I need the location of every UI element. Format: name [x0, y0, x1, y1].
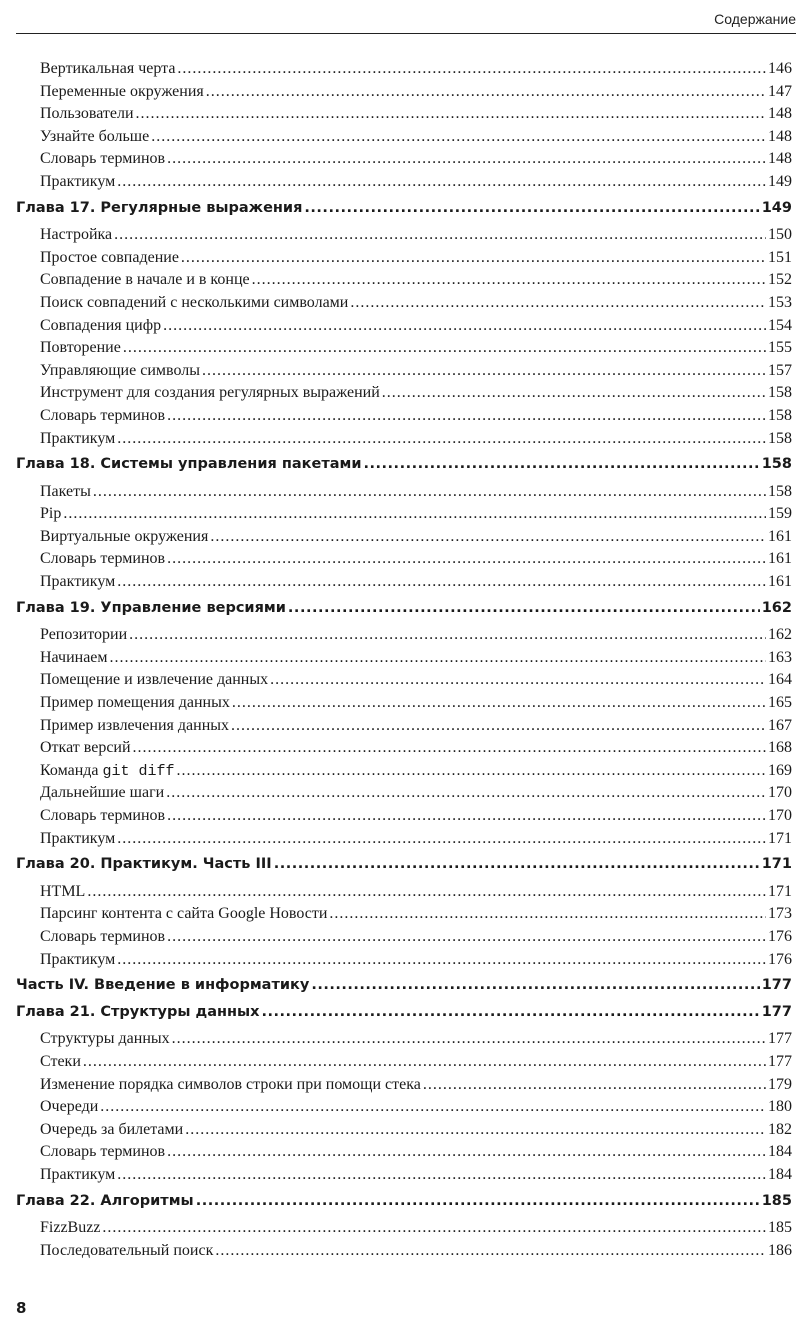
toc-entry-title-text: Pip: [40, 505, 62, 523]
toc-entry: [16, 1219, 792, 1242]
toc-entry: [16, 60, 792, 83]
toc-entry-page: 173: [768, 905, 792, 923]
dot-leader: [87, 883, 766, 901]
toc-entry-title: [40, 317, 161, 335]
toc-entry-title: [16, 600, 286, 616]
toc-entry-page: 153: [768, 293, 792, 311]
toc-entry-title: [16, 456, 362, 472]
toc-entry-page: 161: [768, 573, 792, 591]
toc-entry-title: [40, 271, 250, 289]
toc-entry-title-text: Структуры данных: [40, 1030, 170, 1048]
toc-entry-page: 148: [768, 150, 792, 168]
dot-leader: [177, 762, 766, 780]
dot-leader: [167, 407, 766, 425]
toc-entry-title: [40, 1076, 421, 1094]
toc-entry: [16, 173, 792, 196]
toc-entry-page: 171: [761, 856, 792, 873]
toc-entry: [16, 128, 792, 151]
toc-entry-page: 159: [768, 505, 792, 523]
toc-entry: [16, 573, 792, 596]
toc-entry-title: [40, 717, 229, 735]
toc-entry-title: [40, 1030, 170, 1048]
toc-chapter-entry: [16, 856, 792, 879]
toc-entry-page: 161: [768, 550, 792, 568]
toc-entry-page: 158: [768, 429, 792, 447]
toc-entry-page: 186: [768, 1241, 792, 1259]
toc-entry: [16, 951, 792, 974]
dot-leader: [270, 671, 766, 689]
toc-chapter-entry: [16, 977, 792, 1000]
toc-entry-title-text: Начинаем: [40, 648, 108, 666]
toc-chapter-entry: [16, 200, 792, 223]
toc-entry: [16, 430, 792, 453]
toc-entry-title: [40, 883, 85, 901]
toc-entry-page: 162: [768, 626, 792, 644]
toc-entry-title: [40, 528, 208, 546]
toc-entry-title-text: FizzBuzz: [40, 1219, 101, 1237]
dot-leader: [129, 626, 766, 644]
toc-entry-title: [40, 1121, 183, 1139]
dot-leader: [304, 200, 759, 216]
toc-entry: [16, 717, 792, 740]
toc-entry-title-text: Откат версий: [40, 739, 131, 757]
toc-entry-code: git diff: [102, 762, 175, 780]
toc-entry-title-text: Помещение и извлечение данных: [40, 671, 269, 689]
toc-entry-title-text: Инструмент для создания регулярных выражений: [40, 384, 380, 402]
toc-entry-title: [16, 200, 302, 216]
toc-entry: [16, 249, 792, 272]
toc-entry-title-text: Практикум: [40, 573, 116, 591]
dot-leader: [177, 60, 766, 78]
dot-leader: [196, 1193, 760, 1209]
toc-entry-page: 158: [768, 406, 792, 424]
dot-leader: [185, 1121, 766, 1139]
toc-entry-page: 152: [768, 271, 792, 289]
toc-entry-title-text: Часть IV. Введение в информатику: [16, 977, 310, 994]
toc-entry-page: 163: [768, 648, 792, 666]
toc-entry: [16, 1076, 792, 1099]
toc-entry-title: [16, 856, 272, 872]
toc-entry-title-text: Узнайте больше: [40, 127, 150, 145]
toc-entry: [16, 483, 792, 506]
toc-entry-title-text: HTML: [40, 882, 86, 900]
toc-entry-title-text: Практикум: [40, 1165, 116, 1183]
toc-entry-title-text: Парсинг контента с сайта Google Новости: [40, 905, 328, 923]
toc-entry-title-text: Виртуальные окружения: [40, 527, 209, 545]
toc-entry-page: 158: [768, 384, 792, 402]
toc-entry-title-text: Очередь за билетами: [40, 1120, 184, 1138]
toc-entry-page: 176: [768, 927, 792, 945]
toc-entry-page: 168: [768, 739, 792, 757]
toc-entry-title-text: Переменные окружения: [40, 82, 204, 100]
toc-entry-title-text: Дальнейшие шаги: [40, 784, 165, 802]
toc-entry: [16, 671, 792, 694]
toc-entry-title-text: Практикум: [40, 829, 116, 847]
running-header: Содержание: [714, 11, 796, 27]
toc-entry-page: 151: [768, 248, 792, 266]
toc-entry-title-text: Репозитории: [40, 626, 128, 644]
toc-entry-title-text: Стеки: [40, 1052, 81, 1070]
toc-entry-title-text: Управляющие символы: [40, 361, 200, 379]
toc-entry-title: [40, 83, 204, 101]
toc-entry-title: [40, 784, 164, 802]
toc-entry: [16, 1053, 792, 1076]
toc-entry-title-text: Словарь терминов: [40, 1143, 166, 1161]
toc-entry: [16, 649, 792, 672]
toc-entry: [16, 1242, 792, 1265]
toc-entry: [16, 407, 792, 430]
toc-entry: [16, 362, 792, 385]
toc-entry-title: [40, 173, 115, 191]
toc-chapter-entry: [16, 1193, 792, 1216]
dot-leader: [329, 905, 766, 923]
toc-entry-page: 147: [768, 82, 792, 100]
dot-leader: [114, 226, 766, 244]
toc-entry: [16, 384, 792, 407]
toc-entry-title: [16, 1004, 260, 1020]
toc-entry-title: [40, 483, 91, 501]
toc-entry: [16, 739, 792, 762]
dot-leader: [181, 249, 766, 267]
toc-entry-title-text: Практикум: [40, 950, 116, 968]
dot-leader: [83, 1053, 766, 1071]
toc-entry-title-text: Совпадение в начале и в конце: [40, 271, 250, 289]
toc-entry-title-text: Пользователи: [40, 105, 134, 123]
toc-entry: [16, 830, 792, 853]
toc-entry-title-text: Практикум: [40, 429, 116, 447]
toc-entry-page: 180: [768, 1098, 792, 1116]
toc-entry-title: [40, 694, 230, 712]
toc-entry-page: 158: [761, 456, 792, 473]
dot-leader: [93, 483, 766, 501]
toc-entry: [16, 317, 792, 340]
toc-entry-title: [40, 384, 380, 402]
toc-entry-page: 157: [768, 361, 792, 379]
dot-leader: [102, 1219, 766, 1237]
toc-entry-title-text: Глава 21. Структуры данных: [16, 1003, 260, 1020]
dot-leader: [274, 856, 760, 872]
table-of-contents: [16, 60, 792, 1264]
toc-entry-page: 148: [768, 105, 792, 123]
toc-entry-title: [40, 362, 200, 380]
dot-leader: [167, 928, 766, 946]
toc-entry-title: [40, 739, 131, 757]
toc-entry-title: [40, 905, 327, 923]
toc-entry-title-text: Поиск совпадений с несколькими символами: [40, 293, 349, 311]
toc-entry-title: [40, 762, 175, 780]
toc-chapter-entry: [16, 1004, 792, 1027]
toc-entry-title-text: Очереди: [40, 1098, 99, 1116]
dot-leader: [172, 1030, 766, 1048]
toc-entry-title-text: Пакеты: [40, 482, 91, 500]
dot-leader: [232, 694, 766, 712]
toc-entry-title-text: Пример помещения данных: [40, 694, 230, 712]
toc-entry-title: [40, 1166, 115, 1184]
toc-entry-title-text: Последовательный поиск: [40, 1241, 214, 1259]
toc-entry-title: [40, 294, 348, 312]
dot-leader: [117, 951, 766, 969]
dot-leader: [117, 1166, 766, 1184]
dot-leader: [210, 528, 766, 546]
toc-entry-page: 177: [768, 1052, 792, 1070]
toc-entry: [16, 105, 792, 128]
toc-entry: [16, 150, 792, 173]
dot-leader: [117, 173, 766, 191]
toc-entry-page: 170: [768, 807, 792, 824]
toc-entry-title-text: Глава 17. Регулярные выражения: [16, 199, 303, 216]
toc-entry-title: [16, 1193, 194, 1209]
toc-entry: [16, 762, 792, 785]
dot-leader: [252, 271, 766, 289]
toc-entry: [16, 784, 792, 807]
toc-entry: [16, 528, 792, 551]
toc-entry-title: [40, 951, 115, 969]
toc-entry: [16, 505, 792, 528]
dot-leader: [262, 1004, 760, 1020]
toc-entry-title-text: Глава 22. Алгоритмы: [16, 1192, 194, 1209]
dot-leader: [288, 600, 760, 616]
dot-leader: [123, 339, 766, 357]
dot-leader: [350, 294, 766, 312]
toc-entry-title: [40, 1219, 100, 1237]
dot-leader: [100, 1098, 766, 1116]
toc-entry-title: [16, 977, 309, 993]
dot-leader: [117, 430, 766, 448]
page-number: 8: [16, 1299, 27, 1317]
toc-entry-page: 164: [768, 671, 792, 689]
toc-entry: [16, 294, 792, 317]
toc-entry-title-text: Словарь терминов: [40, 150, 166, 168]
toc-entry-title: [40, 550, 165, 568]
toc-entry: [16, 1143, 792, 1166]
dot-leader: [364, 456, 760, 472]
toc-entry: [16, 271, 792, 294]
toc-entry-page: 161: [768, 527, 792, 545]
toc-entry-title-text: Команда: [40, 761, 99, 779]
toc-entry-title-text: Пример извлечения данных: [40, 716, 230, 734]
toc-entry-page: 146: [768, 60, 792, 77]
toc-entry-title: [40, 830, 115, 848]
toc-entry-page: 182: [768, 1120, 792, 1138]
toc-entry: [16, 694, 792, 717]
toc-entry-title-text: Совпадения цифр: [40, 316, 162, 334]
toc-entry-title: [40, 1098, 98, 1116]
toc-entry-title: [40, 60, 175, 78]
toc-entry-page: 171: [768, 829, 792, 847]
dot-leader: [117, 830, 766, 848]
dot-leader: [215, 1242, 766, 1260]
toc-entry-title: [40, 105, 134, 123]
dot-leader: [117, 573, 766, 591]
toc-entry-title: [40, 626, 127, 644]
toc-entry-page: 176: [768, 950, 792, 968]
toc-entry: [16, 226, 792, 249]
toc-entry-page: 177: [768, 1030, 792, 1048]
header-rule: [16, 33, 796, 34]
toc-entry-title: [40, 1143, 165, 1161]
toc-entry-title-text: Словарь терминов: [40, 807, 166, 824]
toc-entry: [16, 550, 792, 573]
toc-entry-title: [40, 128, 149, 146]
toc-entry-page: 167: [768, 716, 792, 734]
toc-entry-page: 150: [768, 226, 792, 244]
toc-entry-title: [40, 649, 108, 667]
dot-leader: [151, 128, 766, 146]
toc-entry-title: [40, 928, 165, 946]
toc-entry-page: 170: [768, 784, 792, 802]
dot-leader: [382, 384, 766, 402]
dot-leader: [133, 739, 766, 757]
toc-entry-page: 184: [768, 1165, 792, 1183]
toc-entry-title-text: Глава 20. Практикум. Часть III: [16, 856, 272, 873]
dot-leader: [231, 717, 766, 735]
toc-entry-page: 155: [768, 339, 792, 357]
toc-entry-page: 162: [761, 599, 792, 616]
toc-entry-title: [40, 1242, 213, 1260]
toc-entry: [16, 883, 792, 906]
toc-entry-title-text: Глава 18. Системы управления пакетами: [16, 456, 362, 473]
dot-leader: [136, 105, 766, 123]
toc-entry: [16, 807, 792, 830]
toc-entry: [16, 905, 792, 928]
toc-entry: [16, 1098, 792, 1121]
toc-entry-title-text: Словарь терминов: [40, 550, 166, 568]
toc-entry-page: 179: [768, 1075, 792, 1093]
toc-entry-title-text: Словарь терминов: [40, 406, 166, 424]
toc-entry-title: [40, 807, 165, 825]
toc-entry-page: 177: [761, 1003, 792, 1020]
dot-leader: [206, 83, 766, 101]
dot-leader: [202, 362, 766, 380]
toc-entry: [16, 1030, 792, 1053]
toc-entry-page: 158: [768, 482, 792, 500]
dot-leader: [163, 317, 766, 335]
toc-entry-title: [40, 505, 61, 523]
toc-entry: [16, 1166, 792, 1189]
dot-leader: [110, 649, 766, 667]
toc-entry: [16, 83, 792, 106]
dot-leader: [423, 1076, 766, 1094]
toc-entry-title-text: Изменение порядка символов строки при помощи стека: [40, 1075, 421, 1093]
dot-leader: [167, 150, 766, 168]
toc-entry: [16, 339, 792, 362]
toc-entry-title-text: Словарь терминов: [40, 927, 166, 945]
toc-entry-title: [40, 249, 179, 267]
toc-entry-title-text: Простое совпадение: [40, 248, 179, 266]
toc-entry-title-text: Настройка: [40, 226, 113, 244]
toc-entry-title: [40, 430, 115, 448]
toc-entry-title-text: Вертикальная черта: [40, 60, 176, 77]
toc-entry-title: [40, 1053, 81, 1071]
toc-entry-title: [40, 573, 115, 591]
dot-leader: [167, 807, 766, 825]
toc-entry-page: 171: [768, 882, 792, 900]
toc-entry-page: 184: [768, 1143, 792, 1161]
toc-entry-title-text: Повторение: [40, 339, 121, 357]
toc-entry-page: 169: [768, 761, 792, 779]
dot-leader: [166, 784, 766, 802]
toc-entry: [16, 626, 792, 649]
toc-entry-title: [40, 226, 112, 244]
toc-entry-title: [40, 407, 165, 425]
toc-entry-title-text: Практикум: [40, 172, 116, 190]
toc-entry-page: 185: [768, 1219, 792, 1237]
toc-entry-title-text: Глава 19. Управление версиями: [16, 599, 286, 616]
dot-leader: [311, 977, 759, 993]
toc-entry-page: 177: [761, 977, 792, 994]
toc-entry-title: [40, 339, 121, 357]
toc-chapter-entry: [16, 600, 792, 623]
dot-leader: [167, 1143, 766, 1161]
toc-chapter-entry: [16, 456, 792, 479]
toc-entry-page: 185: [761, 1192, 792, 1209]
dot-leader: [63, 505, 766, 523]
toc-entry: [16, 1121, 792, 1144]
toc-entry-page: 149: [761, 199, 792, 216]
toc-entry-page: 154: [768, 316, 792, 334]
toc-entry-title: [40, 150, 165, 168]
toc-entry: [16, 928, 792, 951]
dot-leader: [167, 550, 766, 568]
toc-entry-title: [40, 671, 268, 689]
toc-entry-page: 149: [768, 172, 792, 190]
toc-entry-page: 148: [768, 127, 792, 145]
toc-entry-page: 165: [768, 694, 792, 712]
